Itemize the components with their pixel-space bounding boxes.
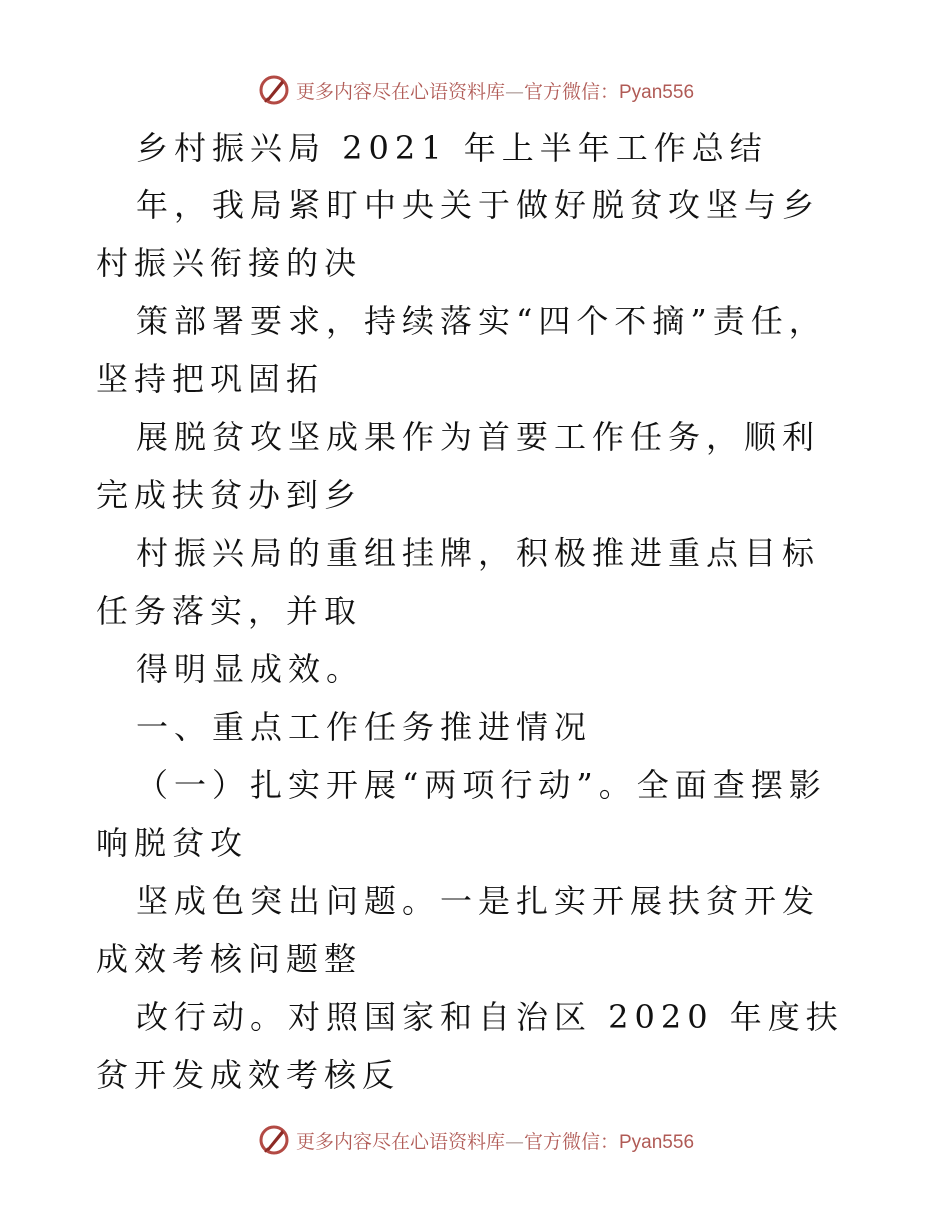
quill-pen-circle-icon <box>256 72 292 108</box>
paragraph: 改行动。对照国家和自治区 2020 年度扶贫开发成效考核反 <box>96 998 844 1094</box>
paragraph: 村振兴局的重组挂牌，积极推进重点目标任务落实，并取 <box>96 534 821 630</box>
watermark-text: 更多内容尽在心语资料库—官方微信：Pyan556 <box>295 80 695 103</box>
paragraph: 坚成色突出问题。一是扎实开展扶贫开发成效考核问题整 <box>96 882 821 978</box>
paragraph: 年，我局紧盯中央关于做好脱贫攻坚与乡村振兴衔接的决 <box>96 186 821 282</box>
paragraph: 展脱贫攻坚成果作为首要工作任务，顺利完成扶贫办到乡 <box>96 418 821 514</box>
quill-pen-circle-icon <box>256 1122 292 1158</box>
section-heading: 一、重点工作任务推进情况 <box>136 708 593 746</box>
paragraph: 策部署要求，持续落实“四个不摘”责任，坚持把巩固拓 <box>96 302 827 398</box>
footer-watermark <box>0 1120 950 1160</box>
watermark-text: 更多内容尽在心语资料库—官方微信：Pyan556 <box>295 1130 695 1153</box>
document-title: 乡村振兴局 2021 年上半年工作总结 <box>136 129 768 167</box>
paragraph: （一）扎实开展“两项行动”。全面查摆影响脱贫攻 <box>96 766 827 862</box>
header-watermark <box>0 70 950 110</box>
document-body <box>96 120 856 1104</box>
paragraph: 得明显成效。 <box>136 650 365 688</box>
